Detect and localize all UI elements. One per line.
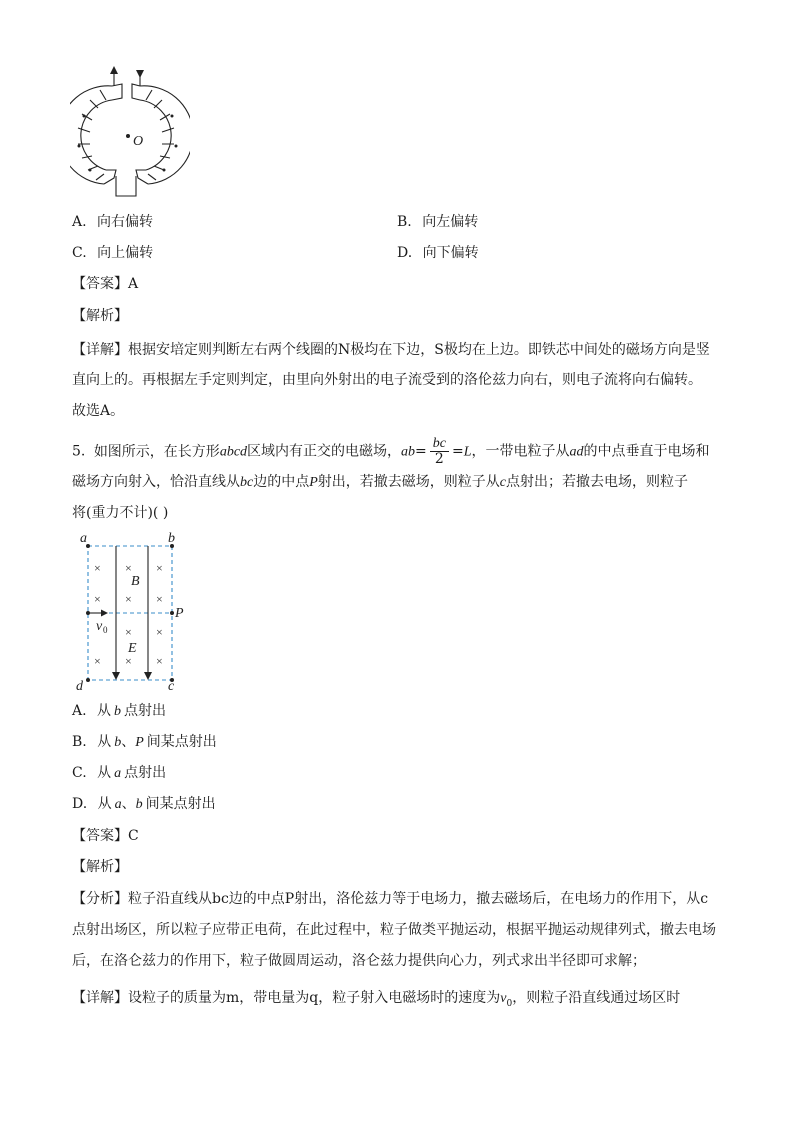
q4-analysis-tag: 【解析】 xyxy=(72,308,128,324)
option-text: 向左偏转 xyxy=(422,214,479,230)
corner-label-c: c xyxy=(168,679,175,692)
corner-label-b: b xyxy=(168,531,175,546)
center-point xyxy=(126,134,130,138)
b-field-cross: × xyxy=(125,625,132,639)
velocity-arrow-icon xyxy=(101,610,108,617)
b-field-cross: × xyxy=(125,592,132,606)
q5-option-c: C. 从 a 点射出 xyxy=(72,765,167,781)
q5-option-d: D. 从 a、b 间某点射出 xyxy=(72,796,216,812)
b-field-cross: × xyxy=(125,654,132,668)
b-field-cross: × xyxy=(156,625,163,639)
q4-option-a xyxy=(72,212,153,232)
e-field-arrow-icon xyxy=(112,672,120,680)
figure-field-region xyxy=(72,530,192,692)
q4-option-c xyxy=(72,243,153,263)
b-field-cross: × xyxy=(156,592,163,606)
option-letter: D. xyxy=(397,245,413,261)
q5-stem-line-3: 将(重力不计)( ) xyxy=(72,505,169,521)
b-field-cross: × xyxy=(94,592,101,606)
velocity-subscript: 0 xyxy=(103,625,108,635)
q4-option-b xyxy=(397,212,478,232)
q5-fenxi-line-2: 点射出场区，所以粒子应带正电荷，在此过程中，粒子做类平抛运动，根据平抛运动规律列式，撤去电场 xyxy=(72,922,716,938)
q5-answer xyxy=(72,826,139,846)
option-text: 向上偏转 xyxy=(97,245,154,261)
e-field-arrow-icon xyxy=(144,672,152,680)
velocity-label: v xyxy=(96,619,103,634)
q5-stem-line-1: 5. 如图所示，在长方形abcd区域内有正交的电磁场，ab= $\frac{bc}{2}$ =L，一带电粒子从ad的中点垂直于电场和 xyxy=(72,436,710,467)
center-label: O xyxy=(133,134,144,149)
field-label-e: E xyxy=(128,641,137,656)
question-number: 5. xyxy=(72,443,86,460)
option-text: 向右偏转 xyxy=(97,214,154,230)
detail-tag: 【详解】 xyxy=(72,990,128,1006)
b-field-cross: × xyxy=(94,654,101,668)
point-label-p: P xyxy=(175,606,184,621)
q4-conclusion: 故选A。 xyxy=(72,403,125,419)
q5-option-a: A. 从 b 点射出 xyxy=(72,703,167,719)
detail-tag: 【详解】 xyxy=(72,342,128,358)
option-text: 向下偏转 xyxy=(422,245,479,261)
corner-label-d: d xyxy=(76,679,83,692)
fraction-bc-over-2: $\frac{bc}{2}$ xyxy=(430,436,449,467)
q5-analysis-tag: 【解析】 xyxy=(72,859,128,875)
b-field-cross: × xyxy=(156,561,163,575)
current-out-arrow-icon xyxy=(110,66,118,74)
q5-detail-line-1: 【详解】设粒子的质量为m，带电量为q，粒子射入电磁场时的速度为$v_0$，则粒子沿直线通过场区时 xyxy=(72,990,681,1009)
option-letter: C. xyxy=(72,245,87,261)
answer-value: C xyxy=(128,828,139,844)
q5-stem-line-2: 磁场方向射入，恰沿直线从bc边的中点P射出，若撤去磁场，则粒子从c点射出；若撤去电场，则粒子 xyxy=(72,474,688,490)
fenxi-tag: 【分析】 xyxy=(72,891,128,907)
option-letter: A. xyxy=(72,214,87,230)
answer-tag: 【答案】 xyxy=(72,828,128,844)
q4-detail-line-2: 直向上的。再根据左手定则判定，由里向外射出的电子流受到的洛伦兹力向右，则电子流将向右偏转。 xyxy=(72,372,702,388)
q5-fenxi-line-3: 后，在洛仑兹力的作用下，粒子做圆周运动，洛仑兹力提供向心力，列式求出半径即可求解； xyxy=(72,953,646,969)
b-field-cross: × xyxy=(94,561,101,575)
q5-fenxi-line-1: 【分析】粒子沿直线从bc边的中点P射出，洛伦兹力等于电场力，撤去磁场后，在电场力的作用下，从c xyxy=(72,891,709,907)
field-label-b: B xyxy=(131,574,140,589)
q4-option-d xyxy=(397,243,479,263)
q4-detail-line-1: 【详解】根据安培定则判断左右两个线圈的N极均在下边，S极均在上边。即铁芯中间处的磁场方向是竖 xyxy=(72,342,710,358)
current-in-arrow-icon xyxy=(136,70,144,78)
corner-label-a: a xyxy=(80,531,87,546)
b-field-cross: × xyxy=(156,654,163,668)
option-letter: B. xyxy=(397,214,412,230)
q4-answer xyxy=(72,274,138,294)
q5-option-b: B. 从 b、P 间某点射出 xyxy=(72,734,217,750)
figure-ring-electromagnet xyxy=(70,66,190,200)
answer-value: A xyxy=(128,276,139,292)
b-field-cross: × xyxy=(125,561,132,575)
answer-tag: 【答案】 xyxy=(72,276,128,292)
